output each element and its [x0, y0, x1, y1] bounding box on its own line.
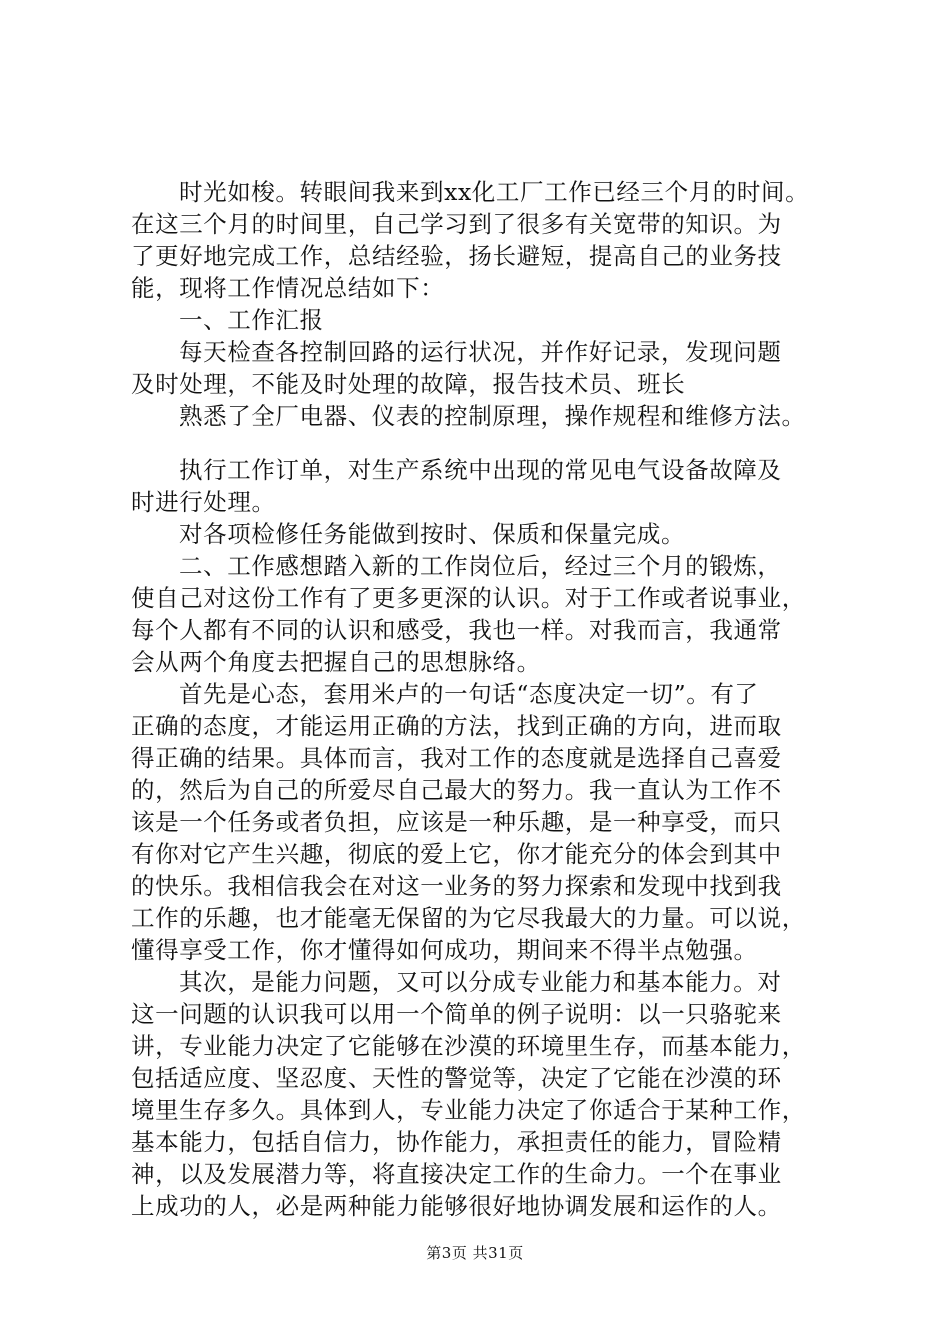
section-heading: 二、工作感想踏入新的工作岗位后，经过三个月的锻炼， [179, 552, 782, 580]
text-line: 神，以及发展潜力等，将直接决定工作的生命力。一个在事业 [131, 1160, 782, 1188]
text-line: 工作的乐趣，也才能毫无保留的为它尽我最大的力量。可以说， [131, 904, 806, 932]
text-line: 使自己对这份工作有了更多更深的认识。对于工作或者说事业， [131, 584, 806, 612]
text-line: 及时处理，不能及时处理的故障，报告技术员、班长 [131, 370, 686, 398]
text-line: 执行工作订单，对生产系统中出现的常见电气设备故障及 [179, 456, 782, 484]
text-line: 懂得享受工作，你才懂得如何成功，期间来不得半点勉强。 [131, 936, 758, 964]
text-line: 正确的态度，才能运用正确的方法，找到正确的方向，进而取 [131, 712, 782, 740]
text-line: 在这三个月的时间里，自己学习到了很多有关宽带的知识。为 [131, 210, 782, 238]
text-line: 对各项检修任务能做到按时、保质和保量完成。 [179, 520, 686, 548]
text-line: 熟悉了全厂电器、仪表的控制原理，操作规程和维修方法。 [179, 402, 806, 430]
section-heading: 一、工作汇报 [179, 306, 324, 334]
text-line: 有你对它产生兴趣，彻底的爱上它，你才能充分的体会到其中 [131, 840, 782, 868]
text-line: 包括适应度、坚忍度、天性的警觉等，决定了它能在沙漠的环 [131, 1064, 782, 1092]
text-line: 每个人都有不同的认识和感受，我也一样。对我而言，我通常 [131, 616, 782, 644]
text-line: 上成功的人，必是两种能力能够很好地协调发展和运作的人。 [131, 1192, 782, 1220]
text-line: 的，然后为自己的所爱尽自己最大的努力。我一直认为工作不 [131, 776, 782, 804]
text-line: 首先是心态，套用米卢的一句话“态度决定一切”。有了 [179, 680, 759, 708]
text-line: 会从两个角度去把握自己的思想脉络。 [131, 648, 541, 676]
text-line: 能，现将工作情况总结如下： [131, 274, 445, 302]
text-line: 了更好地完成工作，总结经验，扬长避短，提高自己的业务技 [131, 242, 782, 270]
text-line: 基本能力，包括自信力，协作能力，承担责任的能力，冒险精 [131, 1128, 782, 1156]
text-line: 时光如梭。转眼间我来到xx化工厂工作已经三个月的时间。 [179, 178, 810, 206]
text-line: 时进行处理。 [131, 488, 276, 516]
text-line: 每天检查各控制回路的运行状况，并作好记录，发现问题 [179, 338, 782, 366]
text-line: 这一问题的认识我可以用一个简单的例子说明：以一只骆驼来 [131, 1000, 782, 1028]
page-number-footer: 第3页 共31页 [426, 1244, 524, 1262]
text-line: 该是一个任务或者负担，应该是一种乐趣，是一种享受，而只 [131, 808, 782, 836]
text-line: 得正确的结果。具体而言，我对工作的态度就是选择自己喜爱 [131, 744, 782, 772]
text-line: 讲，专业能力决定了它能够在沙漠的环境里生存，而基本能力， [131, 1032, 806, 1060]
text-line: 的快乐。我相信我会在对这一业务的努力探索和发现中找到我 [131, 872, 782, 900]
text-line: 境里生存多久。具体到人，专业能力决定了你适合于某种工作， [131, 1096, 806, 1124]
text-line: 其次，是能力问题，又可以分成专业能力和基本能力。对 [179, 968, 782, 996]
